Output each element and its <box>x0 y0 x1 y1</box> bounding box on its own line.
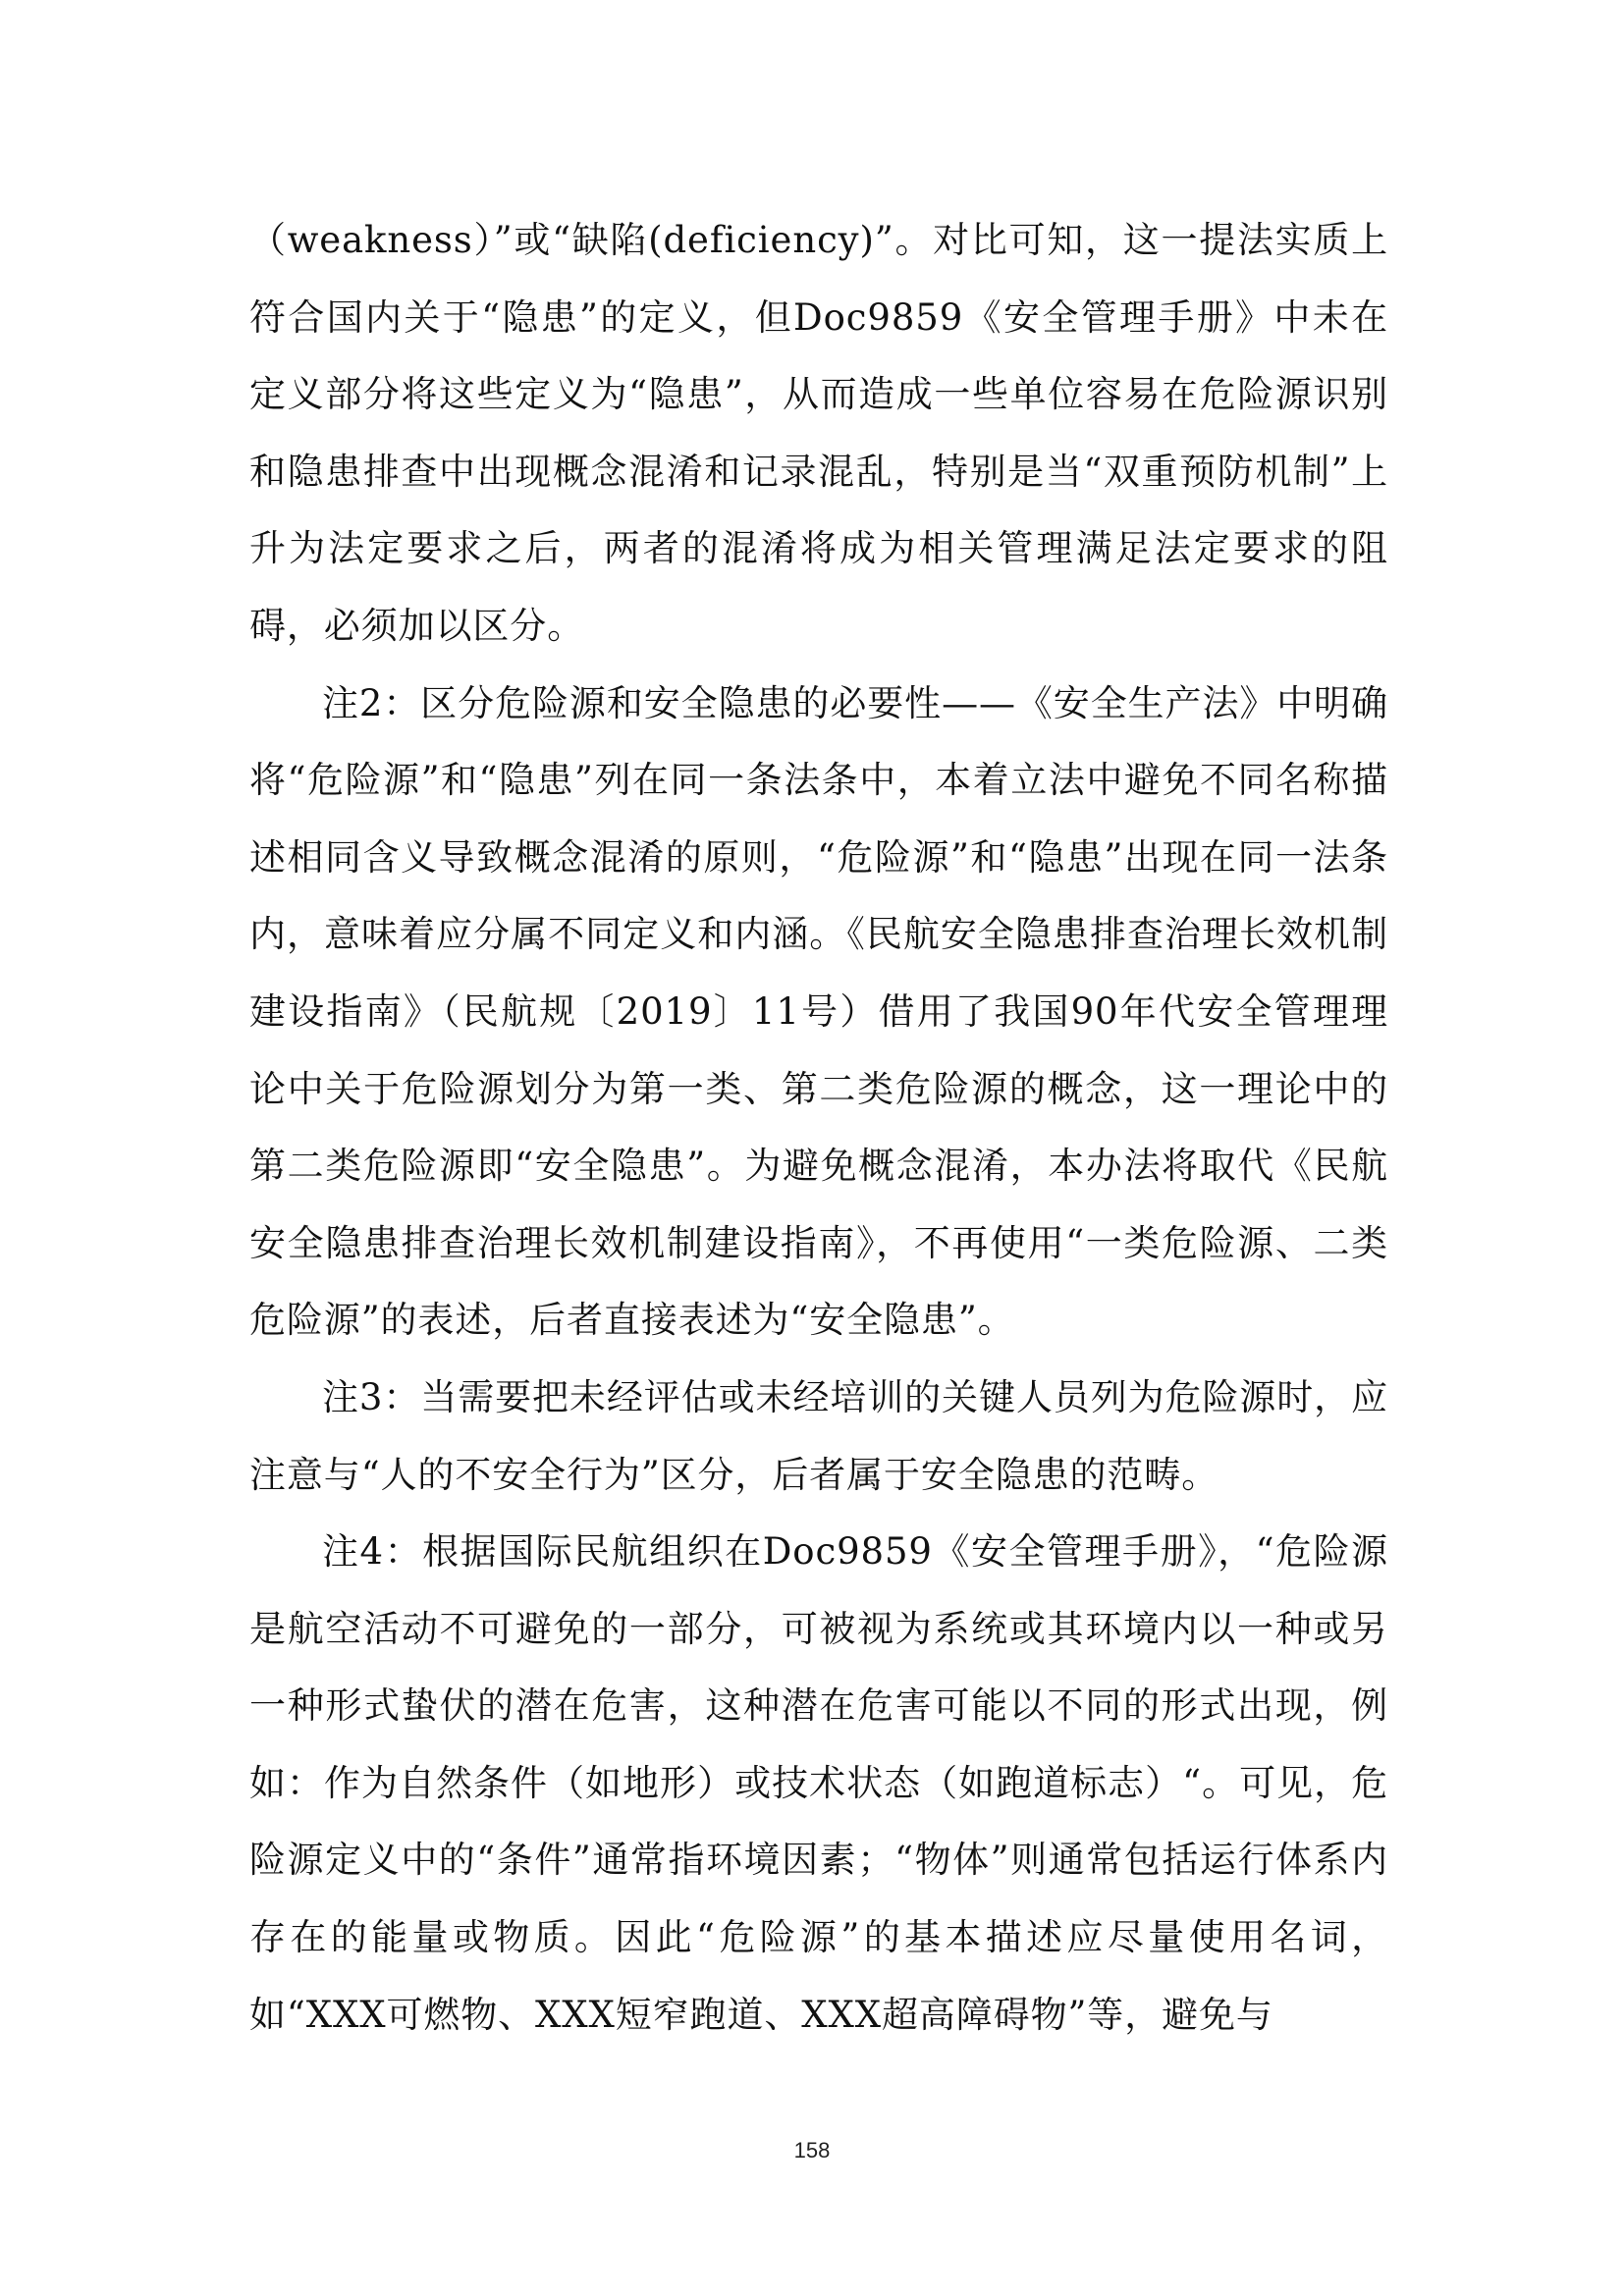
body-text <box>249 202 1388 2054</box>
paragraph-note-3: 注3：当需要把未经评估或未经培训的关键人员列为危险源时，应注意与“人的不安全行为”区分，后者属于安全隐患的范畴。 <box>249 1375 1388 1496</box>
paragraph-continuation: （weakness）”或“缺陷(deficiency)”。对比可知，这一提法实质上符合国内关于“隐患”的定义，但Doc9859《安全管理手册》中未在定义部分将这些定义为“隐患”，从而造成一些单位容易在危险源识别和隐患排查中出现概念混淆和记录混乱，特别是当“双重预防机制”上升为法定要求之后，两者的混淆将成为相关管理满足法定要求的阻碍，必须加以区分。 <box>249 219 1388 647</box>
paragraph-note-2: 注2：区分危险源和安全隐患的必要性——《安全生产法》中明确将“危险源”和“隐患”列在同一条法条中，本着立法中避免不同名称描述相同含义导致概念混淆的原则，“危险源”和“隐患”出现在同一法条内，意味着应分属不同定义和内涵。《民航安全隐患排查治理长效机制建设指南》（民航规〔2019〕11号）借用了我国90年代安全管理理论中关于危险源划分为第一类、第二类危险源的概念，这一理论中的第二类危险源即“安全隐患”。为避免概念混淆，本办法将取代《民航安全隐患排查治理长效机制建设指南》，不再使用“一类危险源、二类危险源”的表述，后者直接表述为“安全隐患”。 <box>249 681 1388 1342</box>
paragraph-note-4: 注4：根据国际民航组织在Doc9859《安全管理手册》，“危险源是航空活动不可避免的一部分，可被视为系统或其环境内以一种或另一种形式蛰伏的潜在危害，这种潜在危害可能以不同的形式出现，例如：作为自然条件（如地形）或技术状态（如跑道标志）“。可见，危险源定义中的“条件”通常指环境因素；“物体”则通常包括运行体系内存在的能量或物质。因此“危险源”的基本描述应尽量使用名词，如“XXX可燃物、XXX短窄跑道、XXX超高障碍物”等，避免与 <box>249 1530 1388 2036</box>
page-number: 158 <box>793 2138 831 2163</box>
